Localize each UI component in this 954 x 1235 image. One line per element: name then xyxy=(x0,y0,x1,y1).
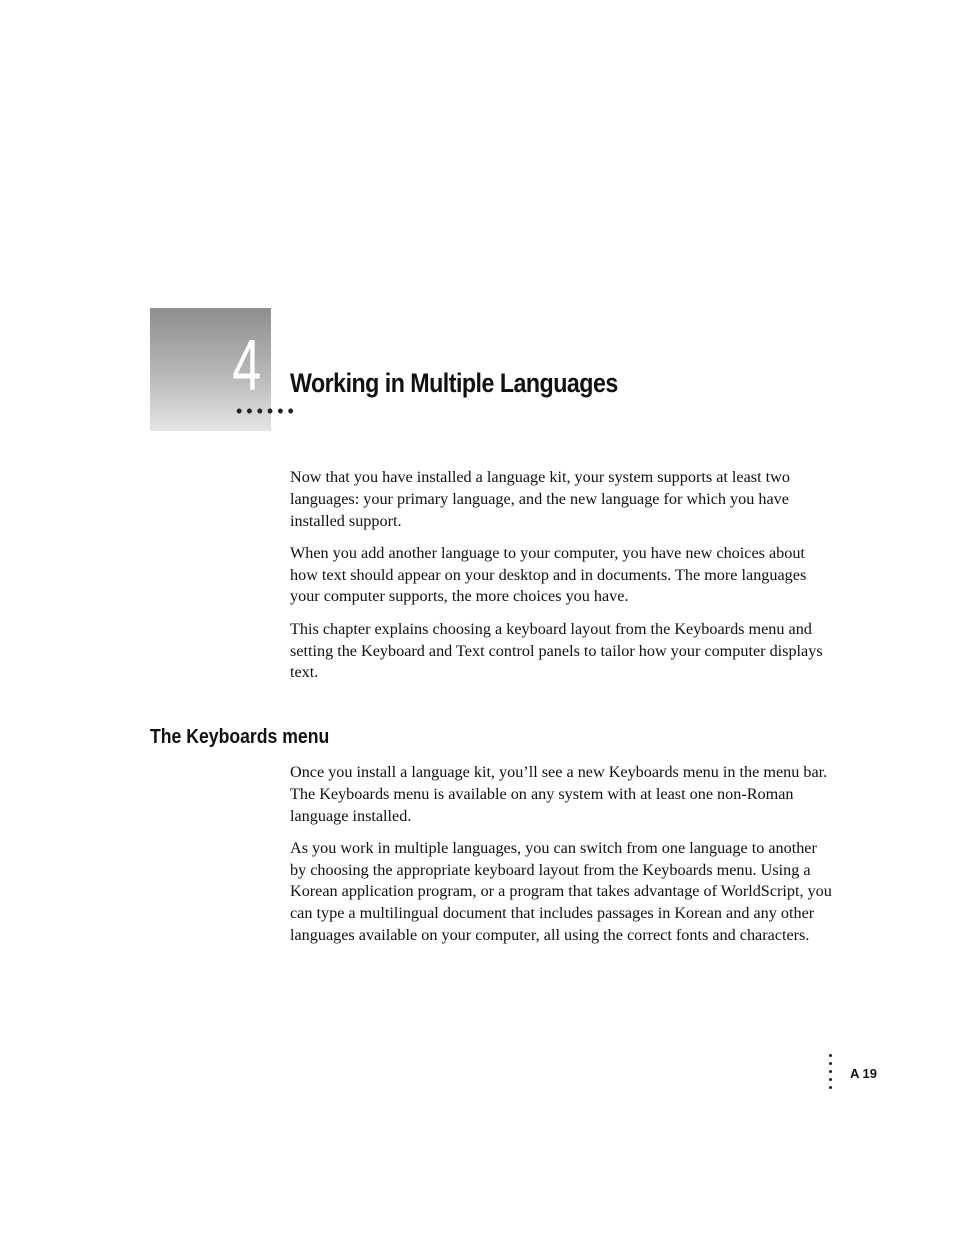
section-heading-keyboards-menu: The Keyboards menu xyxy=(150,725,330,748)
section-paragraph: As you work in multiple languages, you can switch from one language to another by choosing the appropriate keyboard layout from the Keyboards menu. Using a Korean application program, or a program that takes advantage of WorldScript, you can type a multilingual document that includes passages in Korean and any other languages available on your computer, all using the correct fonts and characters. xyxy=(290,838,832,945)
intro-paragraph: This chapter explains choosing a keyboard layout from the Keyboards menu and setting the Keyboard and Text control panels to tailor how your computer displays text. xyxy=(290,619,823,682)
page-number: A 19 xyxy=(850,1066,877,1081)
chapter-title: Working in Multiple Languages xyxy=(290,368,618,398)
section-paragraph: Once you install a language kit, you’ll see a new Keyboards menu in the menu bar. The Keyboards menu is available on any system with at least one non-Roman language installed. xyxy=(290,763,828,825)
page-dots-ornament xyxy=(826,1054,836,1094)
intro-paragraph: When you add another language to your computer, you have new choices about how text should appear on your desktop and in documents. The more languages your computer supports, the more choices you have. xyxy=(290,543,807,606)
section-body-text xyxy=(290,762,835,957)
chapter-number: 4 xyxy=(232,326,261,406)
intro-text xyxy=(290,467,835,695)
intro-paragraph: Now that you have installed a language kit, your system supports at least two languages: your primary language, and the new language for which you have installed support. xyxy=(290,468,790,530)
chapter-dots-ornament: •••••• xyxy=(236,401,298,421)
